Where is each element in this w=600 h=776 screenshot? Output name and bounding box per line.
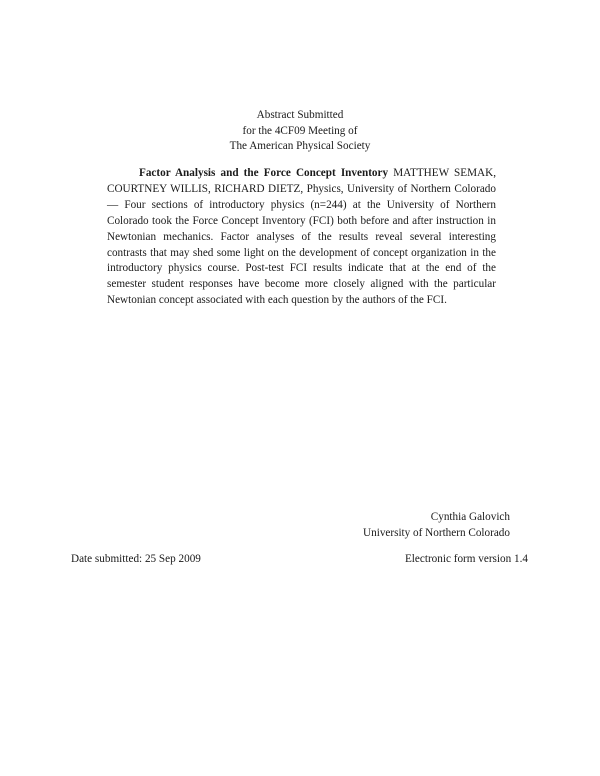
submission-header (0, 108, 600, 155)
abstract-paragraph (107, 166, 496, 309)
abstract-authors: MATTHEW SEMAK, COURTNEY WILLIS, RICHARD DIETZ, Physics, University of Northern Colorado (107, 167, 497, 195)
abstract-title: Factor Analysis and the Force Concept Inventory (139, 167, 389, 179)
signature-block (363, 510, 510, 541)
signature-affiliation: University of Northern Colorado (363, 526, 510, 539)
abstract-body: Four sections of introductory physics (n=244) at the University of Northern Colorado took the Force Concept Inventory (FCI) both before and after instruction in Newtonian mechanics. Factor analyses of the results reveal several interesting contrasts that may shed some light on the development of concept organization in the introductory physics course. Post-test FCI results indicate that at the end of the semester student responses have become more closely aligned with the particular Newtonian concept associated with each question by the authors of the FCI. (107, 198, 496, 307)
header-line-3: The American Physical Society (229, 140, 371, 153)
header-line-2: for the 4CF09 Meeting of (242, 124, 358, 137)
header-line-1: Abstract Submitted (256, 109, 344, 121)
form-version: Electronic form version 1.4 (404, 553, 528, 565)
abstract-separator: — (107, 198, 119, 211)
date-submitted: Date submitted: 25 Sep 2009 (71, 553, 201, 565)
signature-name: Cynthia Galovich (430, 511, 510, 523)
